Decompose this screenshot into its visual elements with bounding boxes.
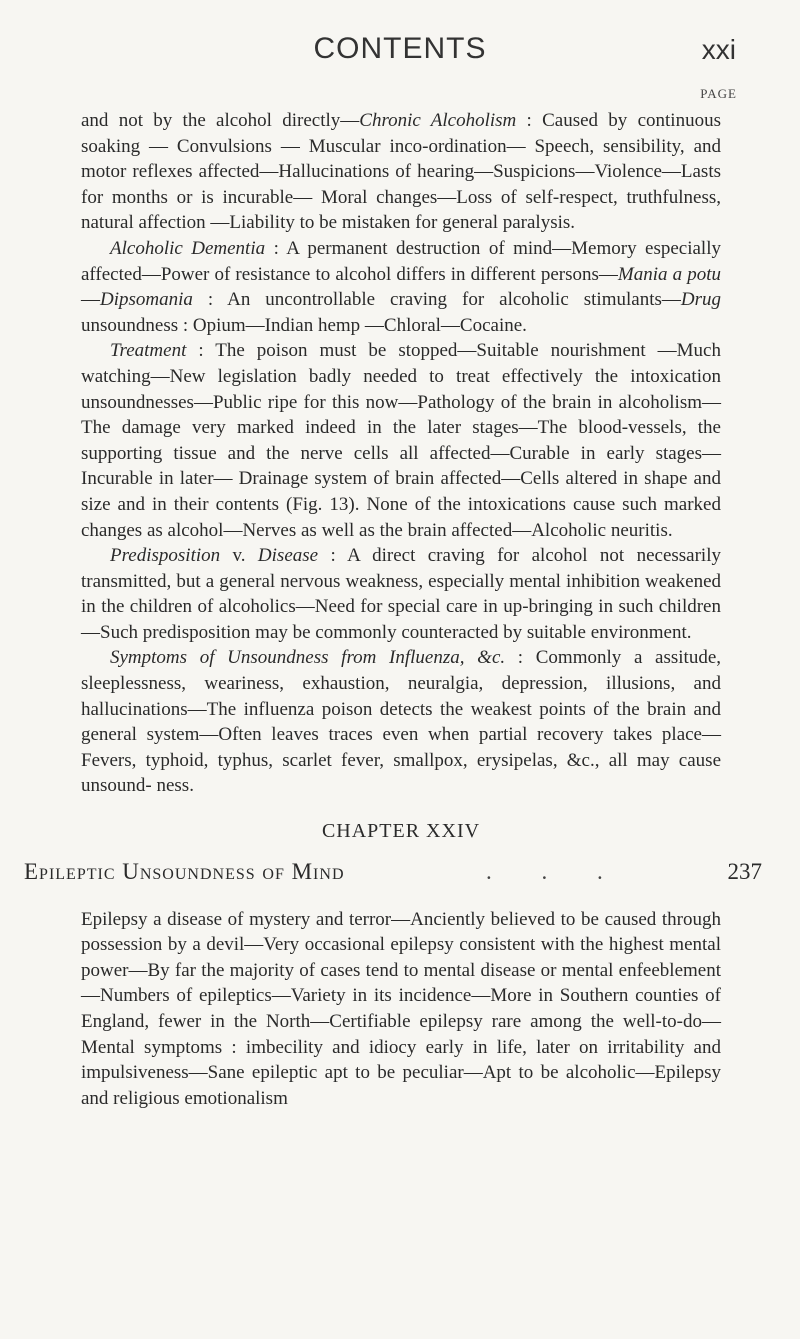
topic-influenza: Symptoms of Unsoundness from Influenza, &c.: [110, 647, 506, 669]
topic-chronic-alcoholism: Chronic Alcoholism: [359, 110, 517, 131]
text-run: : A direct craving for alcohol not necessarily transmitted, but a general nervous weakness, especially mental inhibition weakened in the children of alcoholics—Need for special care in up-bringing in such children—Such predisposition may be commonly counteracted by suitable environment.: [81, 545, 721, 643]
paragraph-chronic-alcoholism: [81, 108, 721, 236]
page-number: xxi: [701, 34, 736, 65]
text-run: and not by the alcohol directly—: [81, 110, 360, 131]
leader-dots: . . .: [486, 858, 625, 884]
topic-predisposition: Predisposition: [110, 545, 221, 567]
text-run: : The poison must be stopped—Suitable nourishment —Much watching—New legislation badly needed to treat effectively the intoxication unsoundnesses—Public ripe for this now—Pathology of the brain in alcoholism—The damage very marked indeed in the later stages—The blood-vessels, the supporting tissue and the nerve cells all affected—Curable in early stages—Incurable in later— Drainage system of brain affected—Cells altered in shape and size and in their contents (Fig. 13). None of the intoxications cause such marked changes as alcohol—Nerves as well as the brain affected—Alcoholic neuritis.: [81, 340, 721, 541]
text-run: unsoundness : Opium—Indian hemp —Chloral—Cocaine.: [81, 314, 527, 336]
topic-drug: Drug: [680, 289, 721, 311]
chapter-title: Epileptic Unsoundness of Mind: [24, 858, 345, 884]
running-title: CONTENTS: [313, 32, 487, 65]
text-run: : A permanent destruction of mind—Memory especially affected—Power of resistance to alcohol differs in different persons—: [81, 237, 721, 285]
topic-treatment: Treatment: [110, 340, 187, 362]
chapter-page-number: 237: [727, 858, 762, 884]
paragraph-alcoholic-dementia: [81, 236, 721, 338]
text-run: : Commonly a assitude, sleeplessness, weariness, exhaustion, neuralgia, depression, illusions, and hallucinations—The influenza poison detects the weakest points of the brain and general system—Often leaves traces even when partial recovery takes place—Fevers, typhoid, typhus, scarlet fever, smallpox, erysipelas, &c., all may cause unsound- ness.: [81, 647, 722, 797]
page-header: [0, 32, 800, 82]
contents-body: [24, 108, 762, 1111]
topic-dipsomania: Dipsomania: [100, 289, 193, 311]
chapter-summary: Epilepsy a disease of mystery and terror—Anciently believed to be caused through possession by a devil—Very occasional epilepsy consistent with the highest mental power—By far the majority of cases tend to mental disease or mental enfeeblement—Numbers of epileptics—Variety in its incidence—More in Southern counties of England, fewer in the North—Certifiable epilepsy rare among the well-to-do—Mental symptoms : imbecility and idiocy early in life, later on irritability and impulsiveness—Sane epileptic apt to be peculiar—Apt to be alcoholic—Epilepsy and religious emotionalism: [81, 908, 721, 1109]
text-run: —: [81, 289, 100, 311]
paragraph-predisposition: [81, 543, 721, 645]
topic-disease: Disease: [257, 545, 319, 567]
text-run: v.: [220, 545, 258, 567]
text-run: : Caused by continuous soaking — Convulsions — Muscular inco-ordination— Speech, sensibility, and motor reflexes affected—Hallucinations of hearing—Suspicions—Violence—Lasts for months or is incurable— Moral changes—Loss of self-respect, truthfulness, natural affection —Liability to be mistaken for general paralysis.: [81, 110, 721, 234]
topic-mania-a-potu: Mania a potu: [617, 263, 721, 285]
paragraph-treatment: [81, 338, 721, 543]
chapter-heading: CHAPTER XXIV: [321, 820, 481, 843]
page-column-label: PAGE: [700, 86, 737, 101]
chapter-title-row: [24, 859, 762, 893]
text-run: : An uncontrollable craving for alcoholic stimulants—: [192, 289, 681, 311]
paragraph-influenza: [81, 645, 721, 799]
topic-alcoholic-dementia: Alcoholic Dementia: [110, 237, 266, 259]
